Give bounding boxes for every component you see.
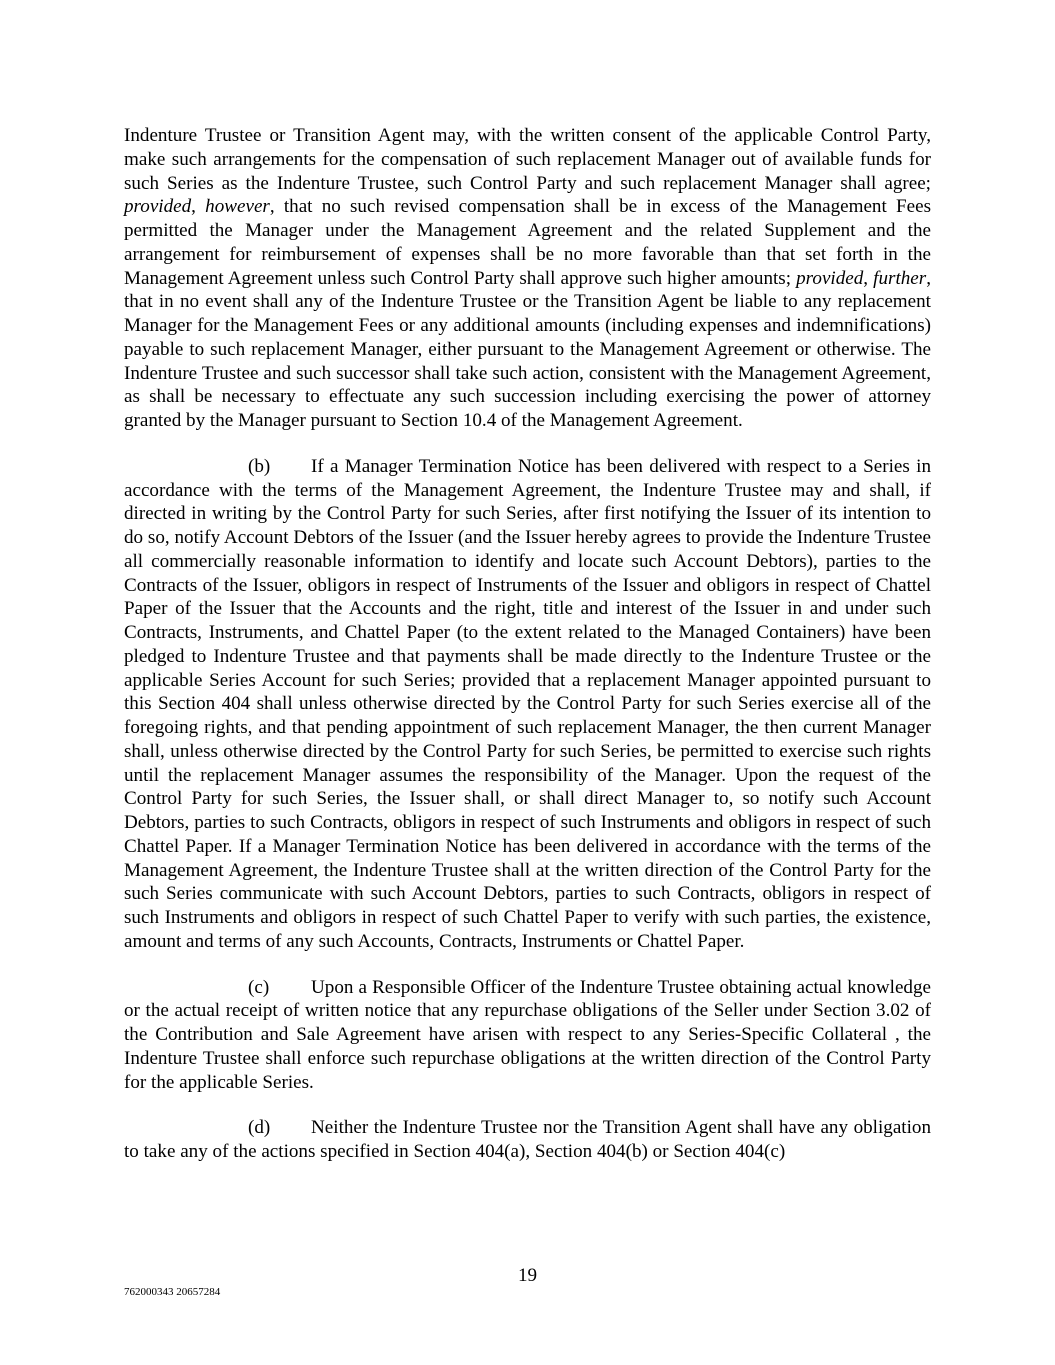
- paragraph-text: Indenture Trustee or Transition Agent may, with the written consent of the applicable Control Party, make such arrangements for the compensation of such replacement Manager out of available funds for such Series as the Indenture Trustee, such Control Party and such replacement Manager shall agree;: [124, 125, 931, 194]
- paragraph-marker: (c): [248, 976, 270, 998]
- paragraph-text: Upon a Responsible Officer of the Indenture Trustee obtaining actual knowledge or the actual receipt of written notice that any repurchase obligations of the Seller under Section 3.02 of the Contribution and Sale Agreement have arisen with respect to any Series-Specific Collateral , the Indenture Trustee shall enforce such repurchase obligations at the written direction of the Control Party for the applicable Series.: [124, 976, 931, 1093]
- italic-term-provided: provided: [124, 196, 192, 218]
- paragraph-c: [124, 976, 931, 1095]
- paragraph-text: Neither the Indenture Trustee nor the Transition Agent shall have any obligation to take any of the actions specified in Section 404(a), Section 404(b) or Section 404(c): [124, 1117, 931, 1162]
- document-id: 762000343 20657284: [124, 1286, 221, 1298]
- paragraph-text: , that no such revised compensation shall be in excess of the Management Fees permitted the Manager under the Management Agreement and the related Supplement and the arrangement for reimbursement of expenses shall be no more favorable than that set forth in the Management Agreement unless such Control Party shall approve such higher amounts;: [124, 196, 932, 289]
- document-body: [124, 124, 931, 1186]
- page-number: 19: [517, 1265, 538, 1286]
- paragraph-text: If a Manager Termination Notice has been delivered with respect to a Series in accordance with the terms of the Management Agreement, the Indenture Trustee may and shall, if directed in writing by the Control Party for such Series, after first notifying the Issuer of its intention to do so, notify Account Debtors of the Issuer (and the Issuer hereby agrees to provide the Indenture Trustee all commercially reasonable information to identify and locate such Account Debtors), parties to the Contracts of the Issuer, obligors in respect of Instruments of the Issuer and obligors in respect of Chattel Paper of the Issuer that the Accounts and the right, title and interest of the Issuer in and under such Contracts, Instruments, and Chattel Paper (to the extent related to the Managed Containers) have been pledged to Indenture Trustee and that payments shall be made directly to the Indenture Trustee or the applicable Series Account for such Series; provided that a replacement Manager appointed pursuant to this Section 404 shall unless otherwise directed by the Control Party for such Series exercise all of the foregoing rights, and that pending appointment of such replacement Manager, the then current Manager shall, unless otherwise directed by the Control Party for such Series, be permitted to exercise such rights until the replacement Manager assumes the responsibility of the Manager. Upon the request of the Control Party for such Series, the Issuer shall, or shall direct Manager to, so notify such Account Debtors, parties to such Contracts, obligors in respect of such Instruments and obligors in respect of such Chattel Paper. If a Manager Termination Notice has been delivered in accordance with the terms of the Management Agreement, the Indenture Trustee shall at the written direction of the Control Party for the such Series communicate with such Account Debtors, parties to such Contracts, obligors in respect of such Instruments and obligors in respect of such Chattel Paper to verify with such parties, the existence, amount and terms of any such Accounts, Contracts, Instruments or Chattel Paper.: [124, 455, 931, 952]
- paragraph-marker: (b): [248, 455, 271, 477]
- italic-term-however: however: [205, 196, 270, 218]
- italic-term-provided: provided: [796, 267, 864, 289]
- separator: ,: [191, 196, 206, 218]
- paragraph-d: [124, 1116, 931, 1164]
- paragraph-continuation: [124, 124, 931, 433]
- separator: ,: [863, 267, 874, 289]
- paragraph-marker: (d): [248, 1117, 271, 1139]
- paragraph-text: , that in no event shall any of the Indenture Trustee or the Transition Agent be liable to any replacement Manager for the Management Fees or any additional amounts (including expenses and indemnifications) payable to such replacement Manager, either pursuant to the Management Agreement or otherwise. The Indenture Trustee and such successor shall take such action, consistent with the Management Agreement, as shall be necessary to effectuate any such succession including exercising the power of attorney granted by the Manager pursuant to Section 10.4 of the Management Agreement.: [124, 267, 931, 431]
- paragraph-b: [124, 455, 931, 954]
- italic-term-further: further: [873, 267, 927, 289]
